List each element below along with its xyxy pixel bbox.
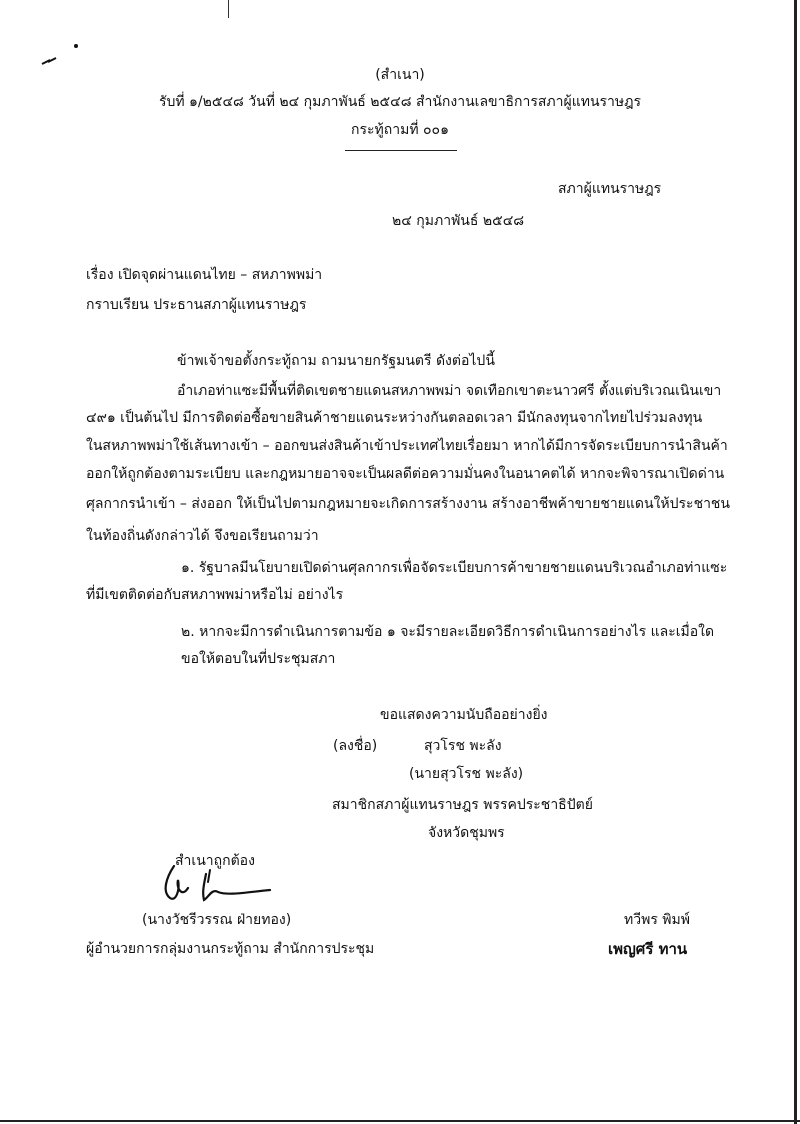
- body-line: ๔๙๑ เป็นต้นไป มีการติดต่อซื้อขายสินค้าชายแดนระหว่างกันตลอดเวลา มีนักลงทุนจากไทยไปร่วมลงทุน: [86, 410, 703, 426]
- sender-org: สภาผู้แทนราษฎร: [558, 181, 662, 197]
- received-line: รับที่ ๑/๒๕๔๘ วันที่ ๒๔ กุมภาพันธ์ ๒๕๔๘ สำนักงานเลขาธิการสภาผู้แทนราษฎร: [158, 94, 642, 110]
- copy-label: (สำเนา): [375, 67, 425, 83]
- question-item-2-cont: ขอให้ตอบในที่ประชุมสภา: [181, 651, 336, 667]
- scan-edge-right: [794, 0, 797, 1124]
- signer-printed-name: (นายสุวโรช พะลัง): [409, 766, 524, 782]
- document-date: ๒๔ กุมภาพันธ์ ๒๕๔๘: [392, 213, 525, 229]
- scan-artifact-line: [228, 0, 229, 18]
- body-line: ในสหภาพพม่าใช้เส้นทางเข้า – ออกขนส่งสินค้าเข้าประเทศไทยเรื่อยมา หากได้มีการจัดระเบียบการนำสินค้า: [86, 438, 728, 454]
- signer-position: สมาชิกสภาผู้แทนราษฎร พรรคประชาธิปัตย์: [332, 797, 593, 813]
- question-number: กระทู้ถามที่ ๐๐๑: [351, 122, 449, 138]
- checker-line: เพญศรี ทาน: [608, 940, 688, 958]
- certifier-name: (นางวัชรีวรรณ ฝ่ายทอง): [142, 912, 292, 928]
- header-rule: [345, 150, 457, 151]
- signer-province: จังหวัดชุมพร: [428, 825, 505, 841]
- certified-copy-label: สำเนาถูกต้อง: [175, 853, 255, 869]
- certifier-title: ผู้อำนวยการกลุ่มงานกระทู้ถาม สำนักการประชุม: [86, 941, 375, 957]
- typist-line: ทวีพร พิมพ์: [624, 912, 690, 928]
- subject-line: เรื่อง เปิดจุดผ่านแดนไทย – สหภาพพม่า: [86, 267, 323, 283]
- body-line: ข้าพเจ้าขอตั้งกระทู้ถาม ถามนายกรัฐมนตรี ดังต่อไปนี้: [177, 353, 495, 369]
- signature-label: (ลงชื่อ): [333, 738, 378, 754]
- question-item-2: ๒. หากจะมีการดำเนินการตามข้อ ๑ จะมีรายละเอียดวิธีการดำเนินการอย่างไร และเมื่อใด: [181, 624, 715, 640]
- closing-regards: ขอแสดงความนับถืออย่างยิ่ง: [380, 707, 548, 723]
- body-line: ศุลกากรนำเข้า – ส่งออก ให้เป็นไปตามกฎหมายจะเกิดการสร้างงาน สร้างอาชีพค้าขายชายแดนให้ประชาชน: [86, 496, 730, 512]
- body-line: ในท้องถิ่นดังกล่าวได้ จึงขอเรียนถามว่า: [86, 528, 319, 544]
- question-item-1-cont: ที่มีเขตติดต่อกับสหภาพพม่าหรือไม่ อย่างไร: [86, 587, 344, 603]
- question-item-1: ๑. รัฐบาลมีนโยบายเปิดด่านศุลกากรเพื่อจัดระเบียบการค้าขายชายแดนบริเวณอำเภอท่าแซะ: [181, 560, 728, 576]
- scan-edge-bottom: [0, 1120, 800, 1122]
- salutation-line: กราบเรียน ประธานสภาผู้แทนราษฎร: [86, 297, 307, 313]
- signature-name: สุวโรช พะลัง: [424, 738, 502, 754]
- body-line: อำเภอท่าแซะมีพื้นที่ติดเขตชายแดนสหภาพพม่า จดเทือกเขาตะนาวศรี ตั้งแต่บริเวณเนินเขา: [177, 383, 722, 399]
- handwritten-signature: [148, 858, 278, 908]
- body-line: ออกให้ถูกต้องตามระเบียบ และกฎหมายอาจจะเป็นผลดีต่อความมั่นคงในอนาคตได้ หากจะพิจารณาเปิดด่าน: [86, 466, 725, 482]
